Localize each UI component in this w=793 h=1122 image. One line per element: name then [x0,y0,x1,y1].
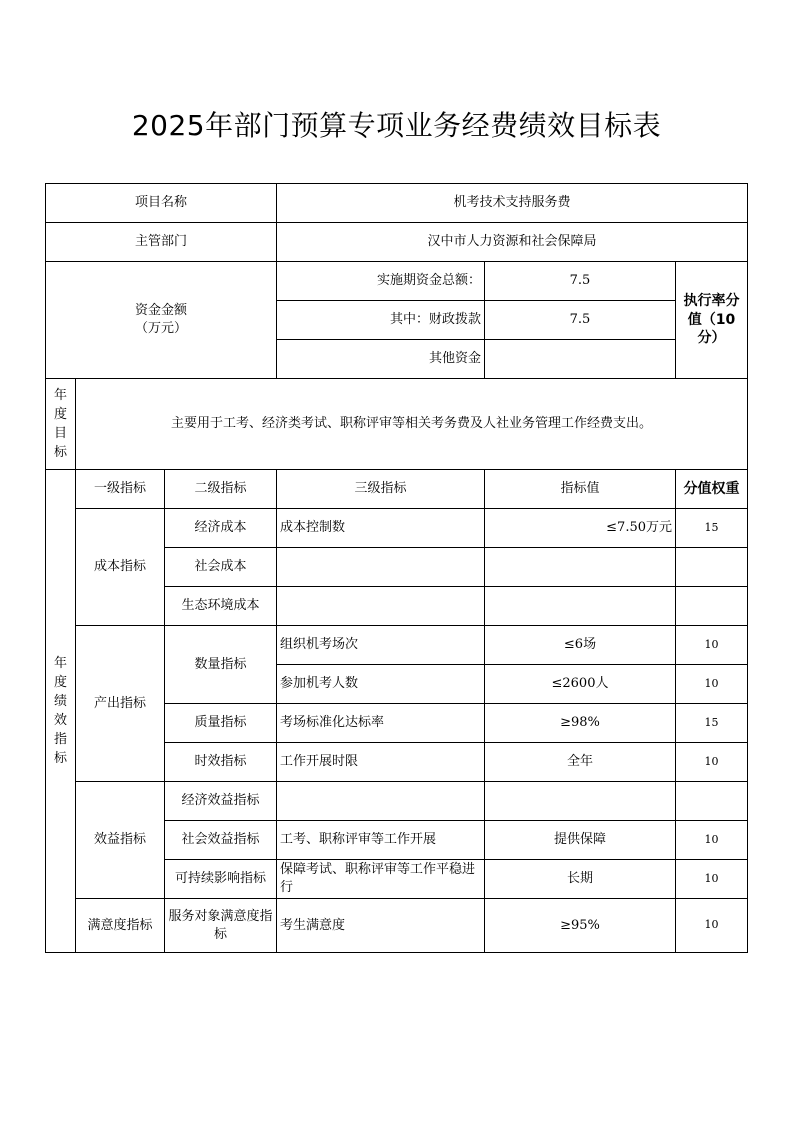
indicators-side-label [46,470,76,953]
annual-goal-label-char: 目 [53,426,67,441]
table-row [46,509,748,548]
indicators-side-char: 效 [53,713,67,728]
weight-cell: 15 [676,704,748,743]
value-cell [485,548,676,587]
annual-goal-row [46,379,748,470]
funds-label [46,262,277,379]
indicator-header-row [46,470,748,509]
value-cell: ≤7.50万元 [485,509,676,548]
level2-cell: 生态环境成本 [165,587,277,626]
annual-goal-label-char: 度 [53,407,67,422]
funds-label-line1: 资金金额 [134,303,187,319]
funds-total-label: 实施期资金总额： [277,262,485,301]
execution-rate-label: 执行率分值（10分） [676,262,748,379]
level3-cell: 工考、职称评审等工作开展 [277,821,485,860]
level2-cell: 时效指标 [165,743,277,782]
annual-goal-text: 主要用于工考、经济类考试、职称评审等相关考务费及人社业务管理工作经费支出。 [76,379,748,470]
funds-other-label: 其他资金 [277,340,485,379]
header-level3: 三级指标 [277,470,485,509]
value-cell: 提供保障 [485,821,676,860]
level2-cell: 数量指标 [165,626,277,704]
annual-goal-label-char: 标 [53,445,67,460]
page-title: 2025年部门预算专项业务经费绩效目标表 [131,109,662,142]
annual-goal-label [46,379,76,470]
value-cell [485,782,676,821]
header-weight: 分值权重 [676,470,748,509]
weight-cell: 10 [676,860,748,899]
funds-total-row [46,262,748,301]
level2-cell: 可持续影响指标 [165,860,277,899]
annual-goal-label-char: 年 [53,388,67,403]
table-row [46,782,748,821]
funds-label-line2: （万元） [134,321,187,336]
level2-cell: 质量指标 [165,704,277,743]
weight-cell: 10 [676,665,748,704]
value-cell: 长期 [485,860,676,899]
weight-cell [676,782,748,821]
funds-fiscal-value: 7.5 [485,301,676,340]
header-level2: 二级指标 [165,470,277,509]
level3-cell: 考场标准化达标率 [277,704,485,743]
level3-cell: 考生满意度 [277,899,485,953]
value-cell: ≥98% [485,704,676,743]
weight-cell: 10 [676,743,748,782]
project-name-value: 机考技术支持服务费 [277,184,748,223]
table-row [46,899,748,953]
value-cell: ≤6场 [485,626,676,665]
level3-cell: 保障考试、职称评审等工作平稳进行 [277,860,485,899]
group-output: 产出指标 [76,626,165,782]
value-cell: 全年 [485,743,676,782]
group-satisfaction: 满意度指标 [76,899,165,953]
project-name-label: 项目名称 [46,184,277,223]
weight-cell: 10 [676,626,748,665]
level3-cell [277,587,485,626]
indicators-side-char: 年 [53,656,67,671]
weight-cell [676,587,748,626]
level2-cell: 经济成本 [165,509,277,548]
indicators-side-char: 指 [53,732,67,747]
value-cell: ≥95% [485,899,676,953]
header-level1: 一级指标 [76,470,165,509]
level2-cell: 服务对象满意度指标 [165,899,277,953]
level3-cell [277,548,485,587]
performance-target-table [45,183,748,953]
department-label: 主管部门 [46,223,277,262]
weight-cell: 10 [676,899,748,953]
level2-cell: 社会成本 [165,548,277,587]
group-cost: 成本指标 [76,509,165,626]
indicators-side-char: 度 [53,675,67,690]
level2-cell: 经济效益指标 [165,782,277,821]
indicators-side-char: 标 [53,751,67,766]
level3-cell: 成本控制数 [277,509,485,548]
weight-cell [676,548,748,587]
header-value: 指标值 [485,470,676,509]
value-cell [485,587,676,626]
group-benefit: 效益指标 [76,782,165,899]
funds-fiscal-label: 其中：财政拨款 [277,301,485,340]
department-value: 汉中市人力资源和社会保障局 [277,223,748,262]
indicators-side-char: 绩 [53,694,67,709]
level2-cell: 社会效益指标 [165,821,277,860]
value-cell: ≤2600人 [485,665,676,704]
weight-cell: 10 [676,821,748,860]
level3-cell: 组织机考场次 [277,626,485,665]
level3-cell [277,782,485,821]
department-row [46,223,748,262]
table-row [46,626,748,665]
level3-cell: 参加机考人数 [277,665,485,704]
project-name-row [46,184,748,223]
funds-total-value: 7.5 [485,262,676,301]
level3-cell: 工作开展时限 [277,743,485,782]
weight-cell: 15 [676,509,748,548]
funds-other-value [485,340,676,379]
